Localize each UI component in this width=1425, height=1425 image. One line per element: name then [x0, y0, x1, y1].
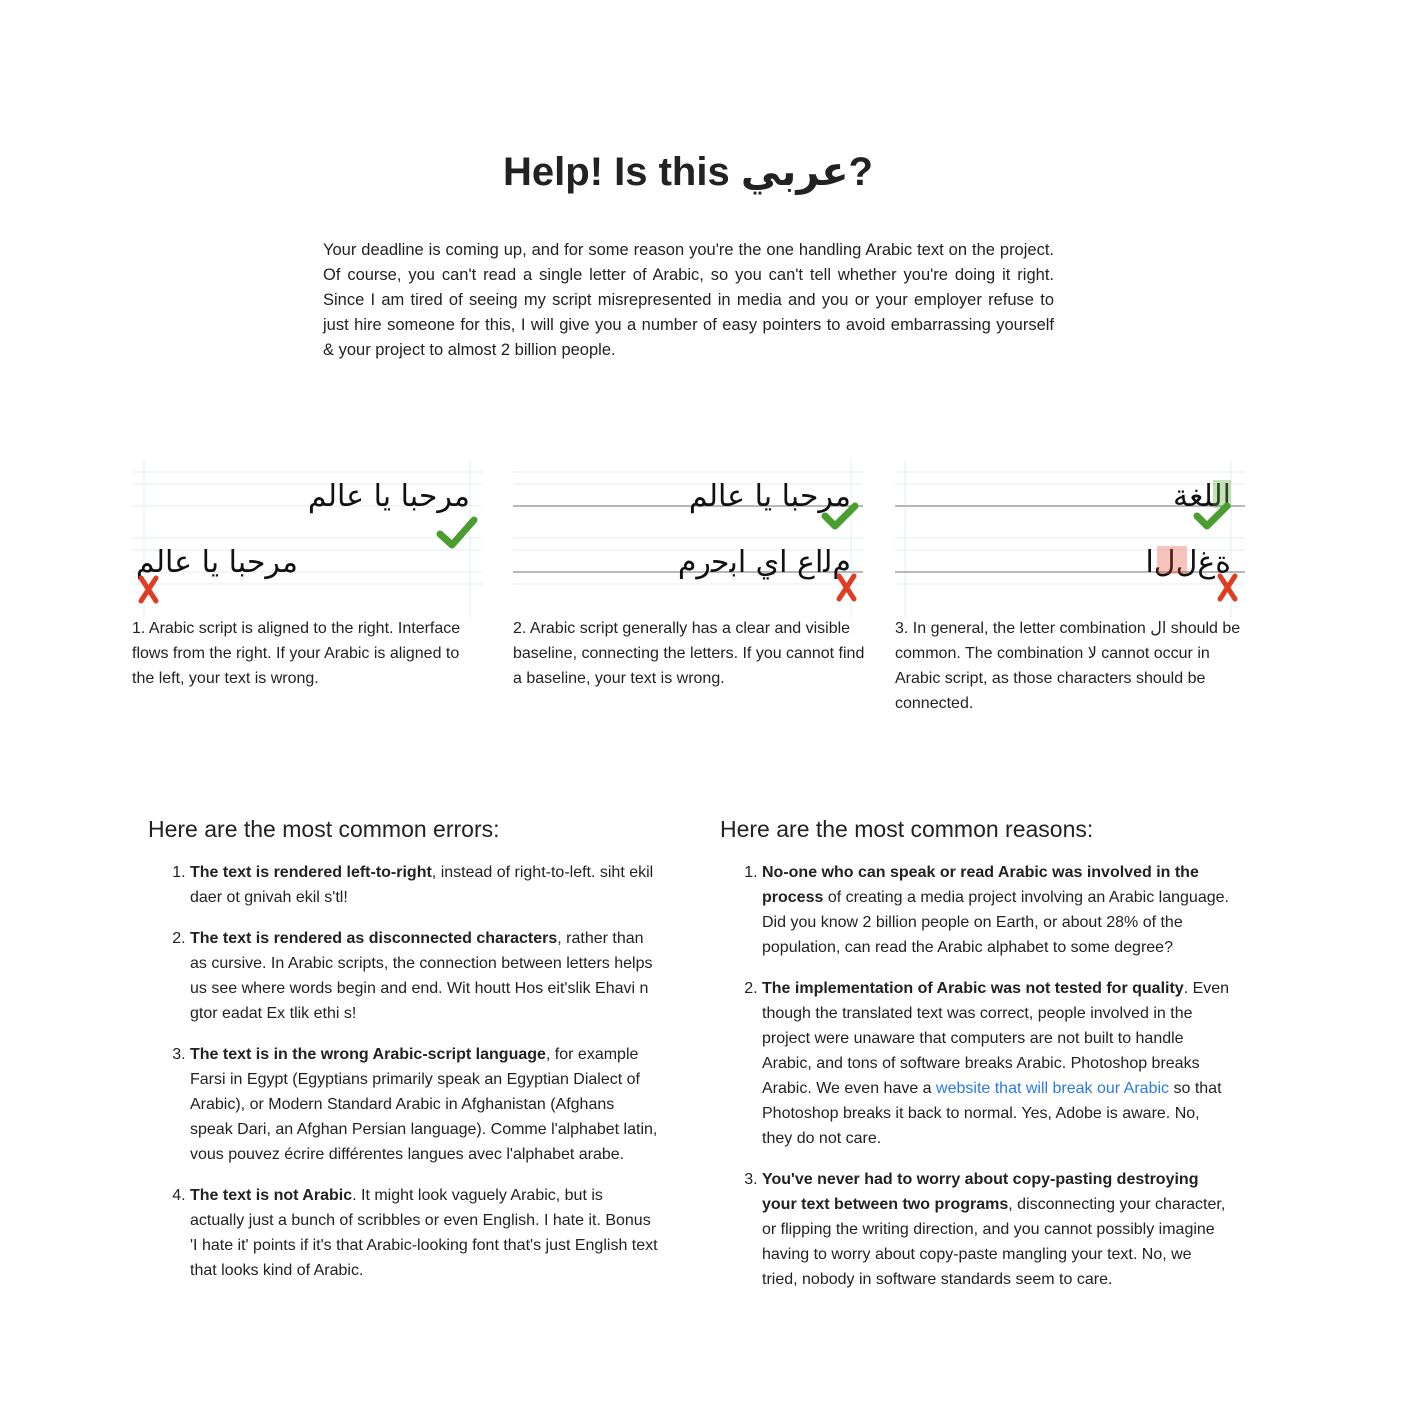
errors-heading: Here are the most common errors:	[148, 816, 500, 842]
panel-caption-lam-alef	[895, 616, 1247, 716]
broken-letters-highlight	[1157, 546, 1187, 574]
item-bold: No-one who can speak or read Arabic was involved in the process	[762, 864, 1199, 906]
caption-arabic: ال	[1150, 620, 1167, 637]
wrong-sample-text: ﺓﻍﻝﻝﺍ	[1145, 545, 1231, 580]
errors-list	[148, 860, 658, 1283]
reasons-list	[720, 860, 1230, 1292]
caption-text: cannot occur in Arabic script, as those characters should be connected.	[895, 645, 1210, 712]
item-text: . Even though the translated text was correct, people involved in the project were unaware that computers are not built to handle Arabic, and tons of software breaks Arabic. Photoshop breaks Arabic. We even have a	[762, 980, 1230, 1097]
caption-arabic: لا	[1087, 645, 1097, 662]
list-item	[190, 1183, 658, 1283]
baseline-illustration	[513, 460, 863, 618]
title-suffix: ?	[848, 150, 873, 194]
panel-caption-alignment: 1. Arabic script is aligned to the right. Interface flows from the right. If your Arabic is aligned to the left, your text is wrong.	[132, 620, 461, 687]
lam-alef-illustration	[895, 460, 1245, 618]
list-item	[190, 1042, 658, 1167]
title-prefix: Help! Is this	[503, 150, 741, 194]
break-arabic-link[interactable]: website that will break our Arabic	[936, 1080, 1170, 1097]
item-bold: The text is rendered as disconnected characters	[190, 930, 558, 947]
panel-lam-alef	[895, 460, 1245, 618]
item-bold: The implementation of Arabic was not tested for quality	[762, 980, 1184, 997]
correct-sample-text: مرحبا يا عالم	[688, 479, 851, 514]
item-text: . It might look vaguely Arabic, but is actually just a bunch of scribbles or even English. I hate it. Bonus 'I hate it' points if it's that Arabic-looking font that's just English text that looks kind of Arabic.	[190, 1187, 658, 1279]
panel-baseline	[513, 460, 863, 618]
list-item	[762, 1167, 1230, 1292]
item-text: of creating a media project involving an Arabic language. Did you know 2 billion people on Earth, or about 28% of the population, can read the Arabic alphabet to some degree?	[762, 889, 1229, 956]
cross-icon	[141, 578, 156, 601]
check-icon	[440, 520, 474, 545]
correct-sample-text: مرحبا يا عالم	[307, 479, 470, 514]
item-bold: The text is not Arabic	[190, 1187, 353, 1204]
list-item	[190, 860, 658, 910]
item-text: , disconnecting your character, or flipping the writing direction, and you cannot possibly imagine having to worry about copy-paste mangling your text. No, we tried, nobody in software standards seem to care.	[762, 1196, 1226, 1288]
intro-paragraph: Your deadline is coming up, and for some reason you're the one handling Arabic text on the project. Of course, you can't read a single letter of Arabic, so you can't tell whether you're doing it right. Since I am tired of seeing my script misrepresented in media and you or your employer refuse to just hire someone for this, I will give you a number of easy pointers to avoid embarrassing yourself & your project to almost 2 billion people.	[323, 241, 1054, 359]
reasons-section	[720, 812, 1230, 1308]
caption-text: should be common. The combination	[895, 620, 1241, 662]
panel-caption-baseline: 2. Arabic script generally has a clear and visible baseline, connecting the letters. If you cannot find a baseline, your text is wrong.	[513, 620, 865, 687]
item-bold: The text is in the wrong Arabic-script language	[190, 1046, 546, 1063]
item-text: so that Photoshop breaks it back to normal. Yes, Adobe is aware. No, they do not care.	[762, 1080, 1222, 1147]
wrong-sample-text: ﻡﻟﺍﻉ ﺍﻱ ﺍﺑﺣﺭﻡ	[677, 545, 851, 580]
caption-text: 3. In general, the letter combination	[895, 620, 1151, 637]
alignment-illustration	[132, 460, 482, 618]
title-arabic: عربي	[740, 150, 849, 194]
item-bold: The text is rendered left-to-right	[190, 864, 432, 881]
panel-alignment	[132, 460, 482, 618]
list-item	[762, 976, 1230, 1151]
item-text: , instead of right-to-left. siht ekil daer ot gnivah ekil s'tl!	[190, 864, 654, 906]
correct-sample-text: اللغة	[1173, 479, 1231, 514]
item-bold: You've never had to worry about copy-pasting destroying your text between two programs	[762, 1171, 1199, 1213]
item-text: , rather than as cursive. In Arabic scripts, the connection between letters helps us see where words begin and end. Wit houtt Hos eit'slik Ehavi n gtor eadat Ex tlik ethi s!	[190, 930, 653, 1022]
page-title	[0, 146, 1376, 198]
list-item	[190, 926, 658, 1026]
errors-section	[148, 812, 658, 1299]
wrong-sample-text: مرحبا يا عالم	[135, 545, 298, 580]
item-text: , for example Farsi in Egypt (Egyptians primarily speak an Egyptian Dialect of Arabic), or Modern Standard Arabic in Afghanistan (Afghans speak Dari, an Afghan Persian language). Comme l'alphabet latin, vous pouvez écrire différentes langues avec l'alphabet arabe.	[190, 1046, 658, 1163]
list-item	[762, 860, 1230, 960]
reasons-heading: Here are the most common reasons:	[720, 816, 1094, 842]
